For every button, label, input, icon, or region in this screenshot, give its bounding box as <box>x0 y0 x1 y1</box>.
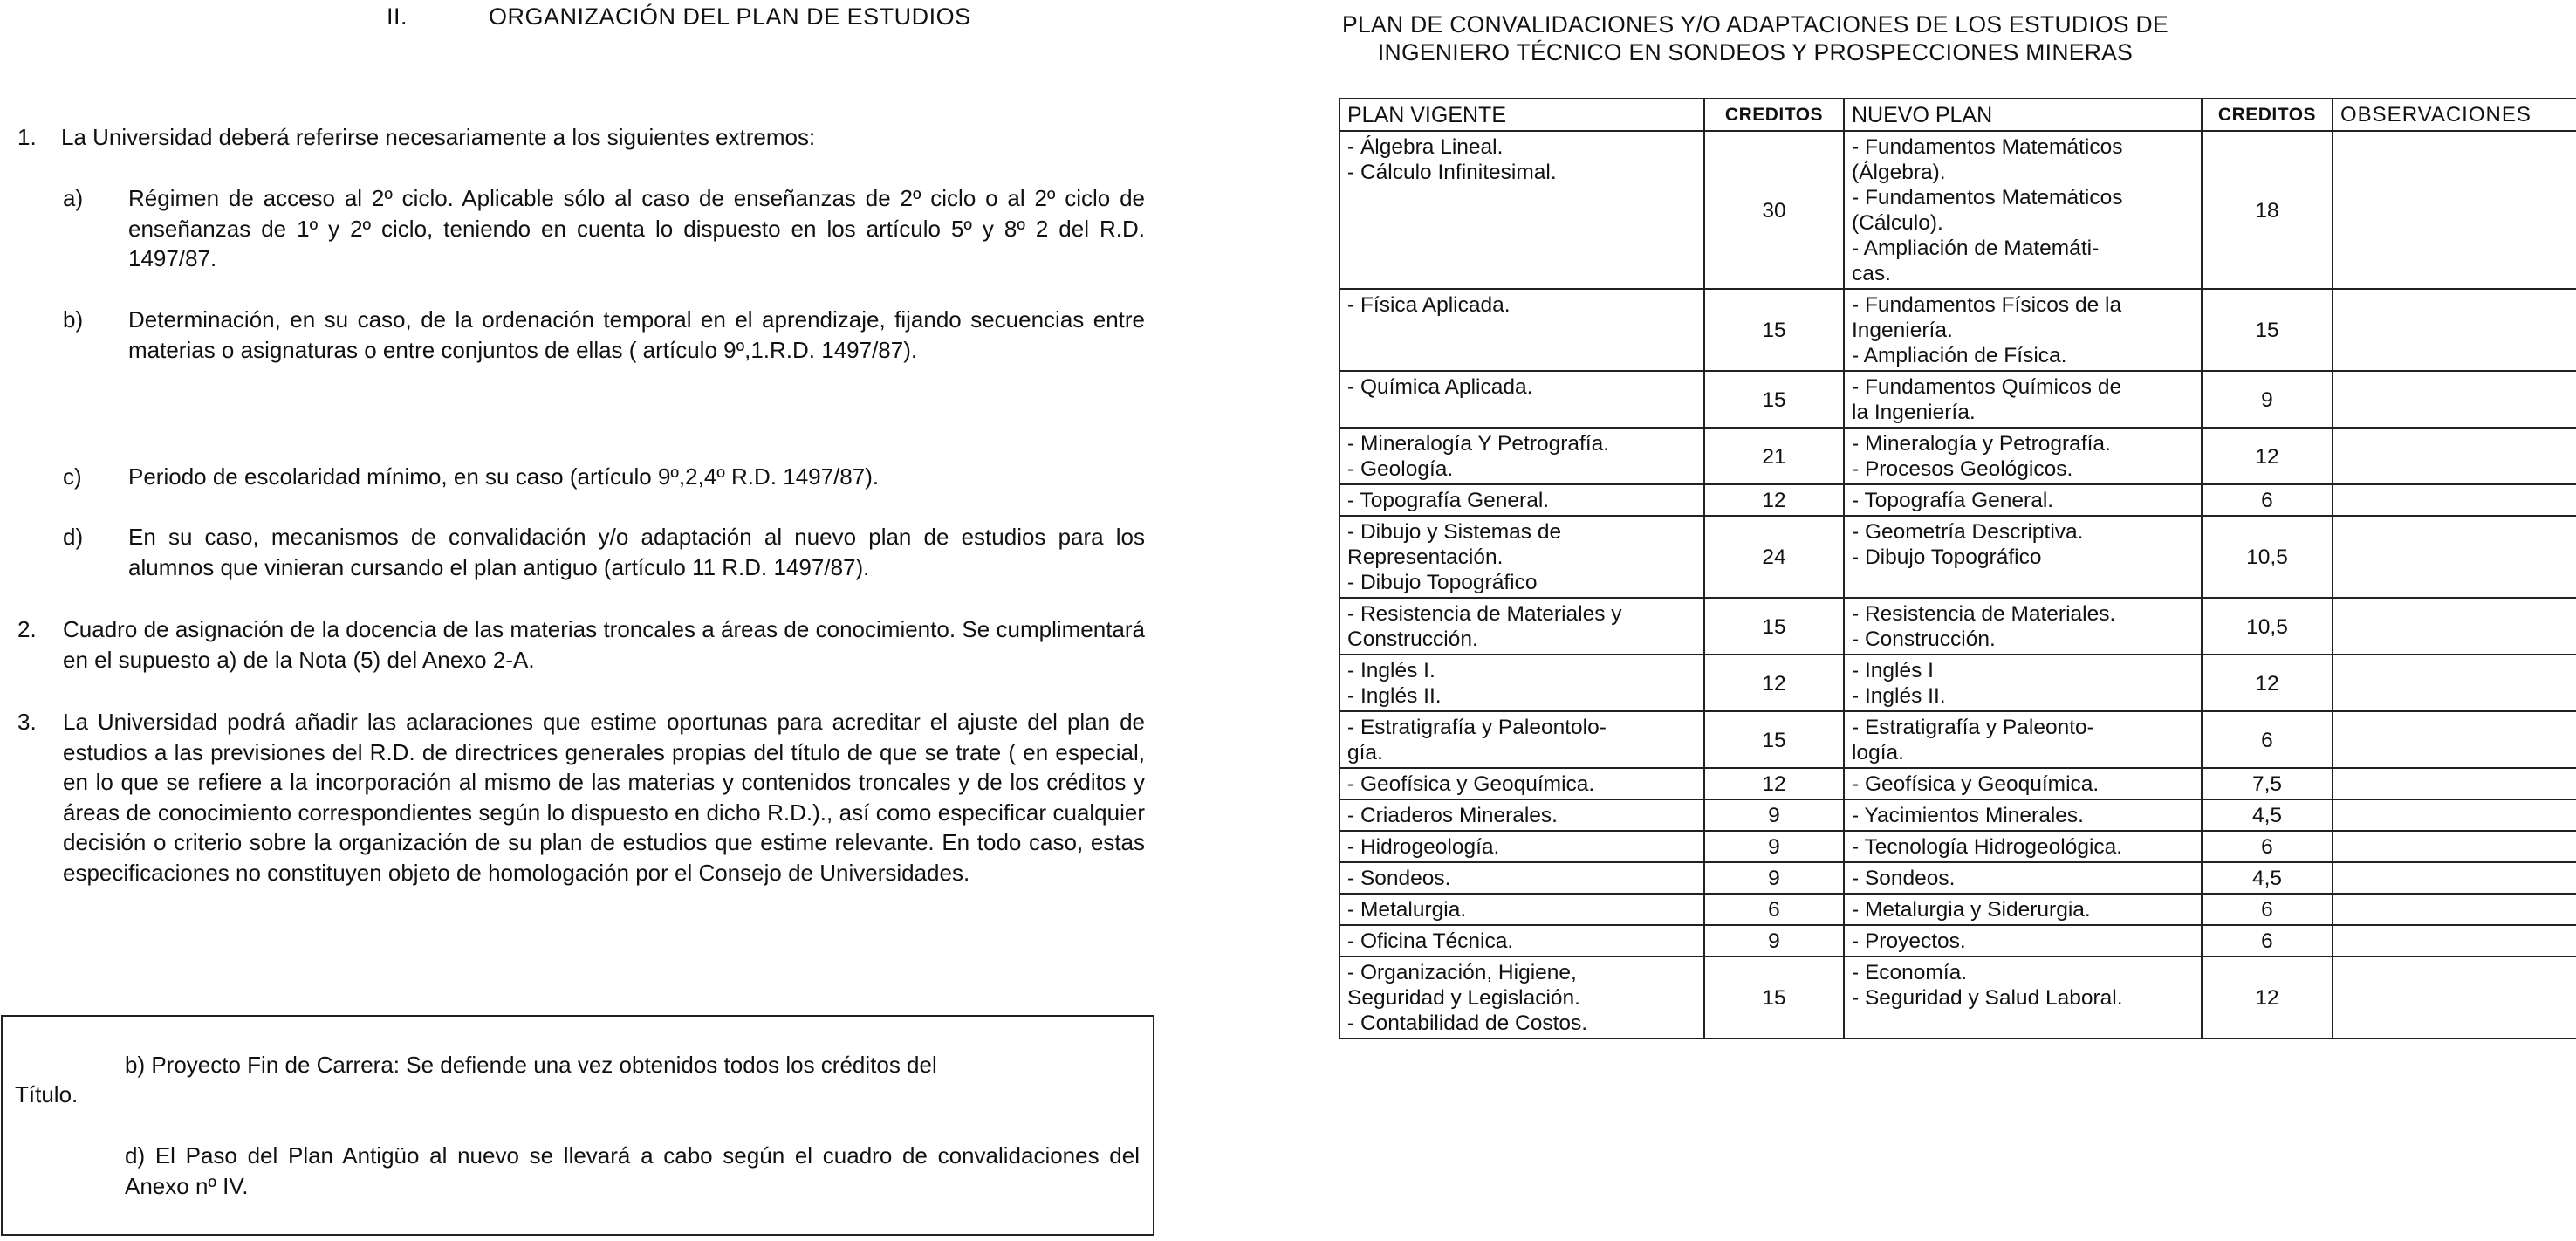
item-3-marker: 3. <box>17 709 37 735</box>
nuevo-plan-cell <box>1844 799 2202 831</box>
creditos-vigente-cell: 15 <box>1704 711 1844 768</box>
nuevo-plan-line: la Ingeniería. <box>1852 401 1976 424</box>
creditos-nuevo-cell: 15 <box>2202 289 2333 371</box>
creditos-vigente-cell: 15 <box>1704 956 1844 1039</box>
convalidation-title <box>1318 10 2193 66</box>
creditos-vigente-cell: 12 <box>1704 655 1844 711</box>
observaciones-cell <box>2333 956 2576 1039</box>
nuevo-plan-line: - Ampliación de Matemáti- <box>1852 237 2100 260</box>
nuevo-plan-cell <box>1844 711 2202 768</box>
creditos-nuevo-cell: 10,5 <box>2202 516 2333 598</box>
nuevo-plan-line: - Fundamentos Químicos de <box>1852 375 2122 399</box>
plan-vigente-line: - Cálculo Infinitesimal. <box>1347 161 1557 184</box>
nuevo-plan-line: - Procesos Geológicos. <box>1852 457 2073 481</box>
nuevo-plan-line: - Geofísica y Geoquímica. <box>1852 772 2100 796</box>
nuevo-plan-cell <box>1844 831 2202 862</box>
plan-vigente-cell <box>1339 516 1704 598</box>
nuevo-plan-line: - Fundamentos Matemáticos <box>1852 186 2123 209</box>
title-line-2: INGENIERO TÉCNICO EN SONDEOS Y PROSPECCIONES MINERAS <box>1377 39 2134 65</box>
nuevo-plan-line: - Ampliación de Física. <box>1852 344 2067 367</box>
item-2-text: Cuadro de asignación de la docencia de las materias troncales a áreas de conocimiento. Se cumplimentará en el supuesto a) de la Nota (5) del Anexo 2-A. <box>63 616 1145 673</box>
subitem-c-marker: c) <box>63 463 82 490</box>
observaciones-cell <box>2333 131 2576 289</box>
creditos-nuevo-cell: 6 <box>2202 484 2333 516</box>
creditos-nuevo-cell: 12 <box>2202 655 2333 711</box>
plan-vigente-cell <box>1339 289 1704 371</box>
note-b-continuation: Título. <box>15 1081 79 1107</box>
plan-vigente-cell <box>1339 711 1704 768</box>
plan-vigente-cell <box>1339 862 1704 894</box>
section-title: ORGANIZACIÓN DEL PLAN DE ESTUDIOS <box>489 3 971 30</box>
plan-vigente-line: - Organización, Higiene, <box>1347 961 1577 984</box>
nuevo-plan-line: (Álgebra). <box>1852 161 1946 184</box>
creditos-vigente-cell: 15 <box>1704 289 1844 371</box>
plan-vigente-cell <box>1339 131 1704 289</box>
observaciones-cell <box>2333 289 2576 371</box>
nuevo-plan-line: - Inglés I <box>1852 659 1934 682</box>
table-row <box>1339 862 2576 894</box>
creditos-vigente-cell: 21 <box>1704 428 1844 484</box>
nuevo-plan-line: cas. <box>1852 262 1891 285</box>
nuevo-plan-cell <box>1844 768 2202 799</box>
creditos-nuevo-cell: 6 <box>2202 831 2333 862</box>
plan-vigente-line: Representación. <box>1347 545 1504 569</box>
plan-vigente-line: - Resistencia de Materiales y <box>1347 602 1622 626</box>
note-b-text: b) Proyecto Fin de Carrera: Se defiende una vez obtenidos todos los créditos del <box>125 1052 937 1078</box>
nuevo-plan-line: - Fundamentos Matemáticos <box>1852 135 2123 159</box>
nuevo-plan-cell <box>1844 131 2202 289</box>
table-row <box>1339 428 2576 484</box>
item-2-marker: 2. <box>17 616 37 642</box>
nuevo-plan-line: - Tecnología Hidrogeológica. <box>1852 835 2123 859</box>
plan-vigente-line: Seguridad y Legislación. <box>1347 986 1580 1010</box>
header-creditos-nuevo: CREDITOS <box>2202 99 2333 131</box>
plan-vigente-line: - Dibujo y Sistemas de <box>1347 520 1562 544</box>
subitem-b-text: Determinación, en su caso, de la ordenación temporal en el aprendizaje, fijando secuencias entre materias o asignaturas o entre conjuntos de ellas ( artículo 9º,1.R.D. 1497/87). <box>128 306 1145 363</box>
plan-vigente-cell <box>1339 655 1704 711</box>
left-page <box>0 0 1169 1241</box>
nuevo-plan-cell <box>1844 956 2202 1039</box>
nuevo-plan-cell <box>1844 862 2202 894</box>
header-nuevo-plan: NUEVO PLAN <box>1844 99 2202 131</box>
table-row <box>1339 925 2576 956</box>
table-row <box>1339 831 2576 862</box>
subitem-c-text: Periodo de escolaridad mínimo, en su caso (artículo 9º,2,4º R.D. 1497/87). <box>128 463 880 490</box>
table-header-row <box>1339 99 2576 131</box>
creditos-nuevo-cell: 6 <box>2202 925 2333 956</box>
plan-vigente-cell <box>1339 371 1704 428</box>
nuevo-plan-cell <box>1844 484 2202 516</box>
plan-vigente-line: - Física Aplicada. <box>1347 293 1511 317</box>
creditos-nuevo-cell: 10,5 <box>2202 598 2333 655</box>
plan-vigente-line: gía. <box>1347 741 1383 764</box>
nuevo-plan-line: (Cálculo). <box>1852 211 1943 235</box>
creditos-nuevo-cell: 6 <box>2202 711 2333 768</box>
table-row <box>1339 484 2576 516</box>
creditos-nuevo-cell: 9 <box>2202 371 2333 428</box>
header-plan-vigente: PLAN VIGENTE <box>1339 99 1704 131</box>
subitem-d-text: En su caso, mecanismos de convalidación y/o adaptación al nuevo plan de estudios para los alumnos que vinieran cursando el plan antiguo (artículo 11 R.D. 1497/87). <box>128 524 1145 580</box>
creditos-nuevo-cell: 4,5 <box>2202 862 2333 894</box>
creditos-vigente-cell: 30 <box>1704 131 1844 289</box>
table-row <box>1339 598 2576 655</box>
nuevo-plan-line: - Construcción. <box>1852 627 1996 651</box>
plan-vigente-line: - Álgebra Lineal. <box>1347 135 1504 159</box>
creditos-nuevo-cell: 12 <box>2202 428 2333 484</box>
plan-vigente-line: - Estratigrafía y Paleontolo- <box>1347 716 1607 739</box>
plan-vigente-cell <box>1339 956 1704 1039</box>
section-heading <box>387 3 971 31</box>
nuevo-plan-line: - Dibujo Topográfico <box>1852 545 2042 569</box>
convalidation-table <box>1339 98 2576 1039</box>
nuevo-plan-line: - Seguridad y Salud Laboral. <box>1852 986 2123 1010</box>
creditos-vigente-cell: 15 <box>1704 371 1844 428</box>
table-row <box>1339 711 2576 768</box>
table-row <box>1339 516 2576 598</box>
observaciones-cell <box>2333 894 2576 925</box>
creditos-nuevo-cell: 6 <box>2202 894 2333 925</box>
header-observaciones: OBSERVACIONES <box>2333 99 2576 131</box>
item-1-marker: 1. <box>17 124 37 150</box>
nuevo-plan-line: - Metalurgia y Siderurgia. <box>1852 898 2091 922</box>
table-row <box>1339 131 2576 289</box>
plan-vigente-cell <box>1339 428 1704 484</box>
creditos-vigente-cell: 9 <box>1704 925 1844 956</box>
creditos-vigente-cell: 15 <box>1704 598 1844 655</box>
plan-vigente-cell <box>1339 484 1704 516</box>
nuevo-plan-cell <box>1844 428 2202 484</box>
table-body <box>1339 131 2576 1039</box>
plan-vigente-line: - Inglés II. <box>1347 684 1442 708</box>
table-row <box>1339 289 2576 371</box>
subitem-a-marker: a) <box>63 185 84 211</box>
nuevo-plan-cell <box>1844 598 2202 655</box>
observaciones-cell <box>2333 862 2576 894</box>
plan-vigente-cell <box>1339 768 1704 799</box>
creditos-vigente-cell: 9 <box>1704 831 1844 862</box>
table-row <box>1339 956 2576 1039</box>
plan-vigente-line: - Hidrogeología. <box>1347 835 1500 859</box>
notes-box <box>1 1015 1154 1236</box>
creditos-vigente-cell: 9 <box>1704 799 1844 831</box>
observaciones-cell <box>2333 711 2576 768</box>
nuevo-plan-cell <box>1844 925 2202 956</box>
plan-vigente-line: - Topografía General. <box>1347 489 1550 512</box>
item-3-text: La Universidad podrá añadir las aclaraciones que estime oportunas para acreditar el ajuste del plan de estudios a las previsiones del R.D. de directrices generales propias del título de que se trate ( en especial, en lo que se refiere a la incorporación al mismo de las materias y contenidos troncales y de los créditos y áreas de conocimiento correspondientes según lo dispuesto en dicho R.D.)., así como especificar cualquier decisión o criterio sobre la organización de su plan de estudios que estime relevante. En todo caso, estas especificaciones no constituyen objeto de homologación por el Consejo de Universidades. <box>63 709 1145 886</box>
nuevo-plan-line: - Inglés II. <box>1852 684 1946 708</box>
table-row <box>1339 371 2576 428</box>
nuevo-plan-line: - Geometría Descriptiva. <box>1852 520 2084 544</box>
nuevo-plan-line: - Sondeos. <box>1852 867 1956 890</box>
observaciones-cell <box>2333 484 2576 516</box>
note-d-text: d) El Paso del Plan Antigüo al nuevo se llevará a cabo según el cuadro de convalidaciones del Anexo nº IV. <box>125 1142 1140 1199</box>
plan-vigente-line: - Contabilidad de Costos. <box>1347 1011 1588 1035</box>
plan-vigente-line: - Criaderos Minerales. <box>1347 804 1558 827</box>
plan-vigente-line: - Dibujo Topográfico <box>1347 571 1538 594</box>
nuevo-plan-line: - Fundamentos Físicos de la <box>1852 293 2122 317</box>
nuevo-plan-line: - Economía. <box>1852 961 1968 984</box>
header-creditos-vigente: CREDITOS <box>1704 99 1844 131</box>
plan-vigente-line: - Química Aplicada. <box>1347 375 1533 399</box>
creditos-vigente-cell: 9 <box>1704 862 1844 894</box>
nuevo-plan-line: - Yacimientos Minerales. <box>1852 804 2084 827</box>
plan-vigente-line: - Geología. <box>1347 457 1454 481</box>
nuevo-plan-cell <box>1844 289 2202 371</box>
subitem-a-text: Régimen de acceso al 2º ciclo. Aplicable sólo al caso de enseñanzas de 2º ciclo o al 2º ciclo de enseñanzas de 1º y 2º ciclo, teniendo en cuenta lo dispuesto en los artículo 5º y 8º 2 del R.D. 1497/87. <box>128 185 1145 271</box>
nuevo-plan-cell <box>1844 655 2202 711</box>
observaciones-cell <box>2333 371 2576 428</box>
plan-vigente-line: - Geofísica y Geoquímica. <box>1347 772 1595 796</box>
creditos-vigente-cell: 12 <box>1704 484 1844 516</box>
nuevo-plan-line: - Estratigrafía y Paleonto- <box>1852 716 2094 739</box>
nuevo-plan-line: - Resistencia de Materiales. <box>1852 602 2116 626</box>
section-number: II. <box>387 3 408 30</box>
observaciones-cell <box>2333 516 2576 598</box>
plan-vigente-cell <box>1339 598 1704 655</box>
creditos-vigente-cell: 6 <box>1704 894 1844 925</box>
observaciones-cell <box>2333 428 2576 484</box>
nuevo-plan-line: - Proyectos. <box>1852 929 1966 953</box>
observaciones-cell <box>2333 655 2576 711</box>
nuevo-plan-line: - Mineralogía y Petrografía. <box>1852 432 2111 456</box>
creditos-nuevo-cell: 7,5 <box>2202 768 2333 799</box>
creditos-nuevo-cell: 4,5 <box>2202 799 2333 831</box>
nuevo-plan-cell <box>1844 516 2202 598</box>
creditos-nuevo-cell: 18 <box>2202 131 2333 289</box>
nuevo-plan-cell <box>1844 894 2202 925</box>
nuevo-plan-line: Ingeniería. <box>1852 319 1953 342</box>
title-line-1: PLAN DE CONVALIDACIONES Y/O ADAPTACIONES DE LOS ESTUDIOS DE <box>1342 11 2168 38</box>
item-1-text: La Universidad deberá referirse necesariamente a los siguientes extremos: <box>61 124 816 150</box>
table-row <box>1339 768 2576 799</box>
plan-vigente-cell <box>1339 799 1704 831</box>
plan-vigente-line: - Sondeos. <box>1347 867 1451 890</box>
plan-vigente-line: - Metalurgia. <box>1347 898 1467 922</box>
subitem-b-marker: b) <box>63 306 84 333</box>
right-page <box>1318 0 2576 1241</box>
observaciones-cell <box>2333 768 2576 799</box>
observaciones-cell <box>2333 831 2576 862</box>
observaciones-cell <box>2333 925 2576 956</box>
table-row <box>1339 894 2576 925</box>
nuevo-plan-cell <box>1844 371 2202 428</box>
plan-vigente-line: - Oficina Técnica. <box>1347 929 1514 953</box>
table-row <box>1339 799 2576 831</box>
nuevo-plan-line: logía. <box>1852 741 1904 764</box>
plan-vigente-cell <box>1339 894 1704 925</box>
subitem-d-marker: d) <box>63 524 84 550</box>
plan-vigente-cell <box>1339 925 1704 956</box>
plan-vigente-line: Construcción. <box>1347 627 1478 651</box>
creditos-vigente-cell: 24 <box>1704 516 1844 598</box>
nuevo-plan-line: - Topografía General. <box>1852 489 2054 512</box>
plan-vigente-line: - Inglés I. <box>1347 659 1435 682</box>
plan-vigente-line: - Mineralogía Y Petrografía. <box>1347 432 1610 456</box>
table-row <box>1339 655 2576 711</box>
creditos-vigente-cell: 12 <box>1704 768 1844 799</box>
plan-vigente-cell <box>1339 831 1704 862</box>
creditos-nuevo-cell: 12 <box>2202 956 2333 1039</box>
observaciones-cell <box>2333 799 2576 831</box>
observaciones-cell <box>2333 598 2576 655</box>
